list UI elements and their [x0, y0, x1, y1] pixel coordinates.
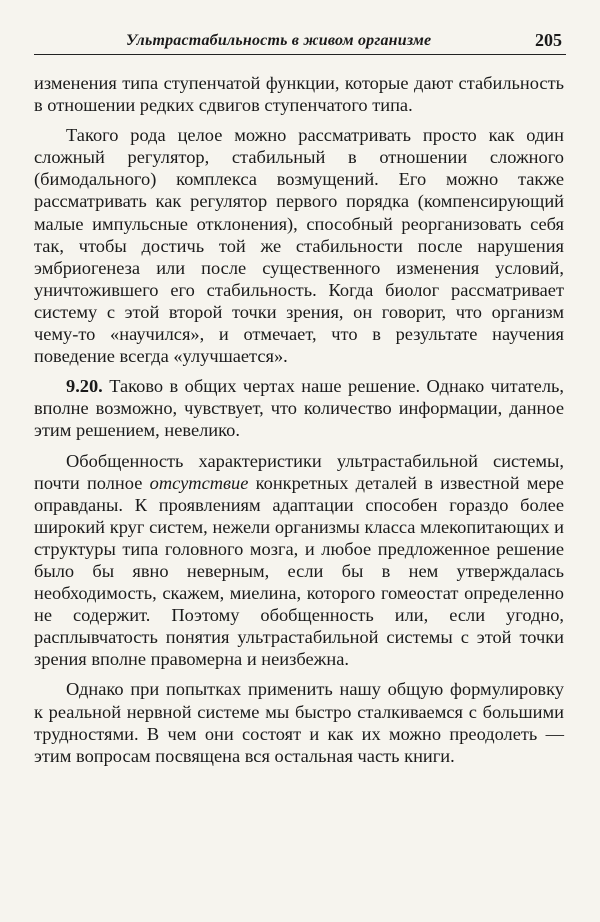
page-header [34, 30, 566, 55]
paragraph-text: Однако при попытках применить нашу общую формулировку к реальной нервной системе мы быстро сталкиваемся с большими трудностями. В чем они состоят и как их можно преодолеть — этим вопросам посвящена вся остальная часть книги. [34, 679, 564, 766]
paragraph-text: Таково в общих чертах наше решение. Однако читатель, вполне возможно, чувствует, что количество информации, данное этим решением, невелико. [34, 376, 564, 441]
paragraph-continuation [34, 72, 564, 116]
paragraph-text-after: конкретных деталей в известной мере оправданы. К проявлениям адаптации способен гораздо более широкий круг систем, нежели организмы класса млекопитающих и структуры типа головного мозга, и любое предложенное решение было бы явно неверным, если бы в нем утверждалась необходимость, скажем, миелина, которого гомеостат определенно не содержит. Поэтому обобщенность или, если угодно, расплывчатость понятия ультрастабильной системы с этой точки зрения вполне правомерна и неизбежна. [34, 472, 564, 670]
section-number: 9.20. [66, 376, 103, 397]
page-body [34, 72, 564, 775]
paragraph-section-9-20 [34, 375, 564, 441]
paragraph-regulator [34, 124, 564, 367]
paragraph-text: изменения типа ступенчатой функции, которые дают стабильность в отношении редких сдвигов ступенчатого типа. [34, 73, 564, 116]
paragraph-text-before: Обобщенность характеристики ультрастабильной системы, почти полное [34, 450, 564, 493]
paragraph-nervous-system [34, 678, 564, 766]
paragraph-generality [34, 450, 564, 671]
emphasized-word: отсутствие [149, 472, 249, 493]
running-title: Ультрастабильность в живом организме [126, 32, 432, 49]
paragraph-text: Такого рода целое можно рассматривать просто как один сложный регулятор, стабильный в отношении сложного (бимодального) комплекса возмущений. Его можно также рассматривать как регулятор первого порядка (компенсирующий малые импульсные отклонения), способный реорганизовать себя так, чтобы достичь той же стабильности после нарушения эмбриогенеза или после существенного изменения условий, уничтожившего его стабильность. Когда биолог рассматривает систему с этой второй точки зрения, он говорит, что организм чему-то «научился», и отмечает, что в результате научения поведение всегда «улучшается». [34, 125, 564, 367]
page-number: 205 [535, 30, 562, 50]
